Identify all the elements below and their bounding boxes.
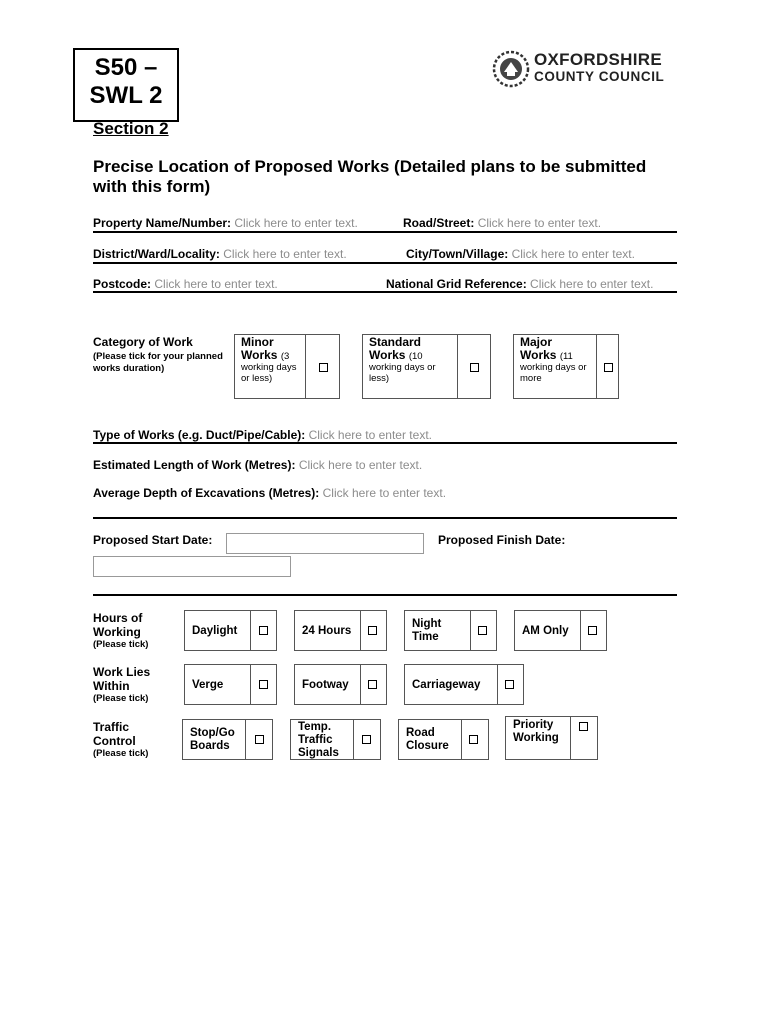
category-standard-box[interactable]: [362, 334, 491, 399]
road-closure-checkbox[interactable]: [469, 735, 478, 744]
hours-am-option[interactable]: [514, 610, 607, 651]
road-label: Road/Street:: [403, 216, 475, 230]
24-hours-label: 24 Hours: [302, 625, 352, 637]
hours-label-2: Working: [93, 625, 141, 639]
type-of-works-input[interactable]: Click here to enter text.: [308, 428, 432, 442]
divider-line: [93, 517, 677, 519]
am-only-label: AM Only: [522, 625, 569, 637]
minor-detail: working days or less): [241, 362, 297, 384]
district-label: District/Ward/Locality:: [93, 247, 220, 261]
priority-working-checkbox[interactable]: [579, 722, 588, 731]
standard-detail: working days or less): [369, 362, 436, 384]
length-field[interactable]: [93, 458, 422, 472]
hours-sub: (Please tick): [93, 639, 149, 650]
depth-input[interactable]: Click here to enter text.: [322, 486, 447, 500]
hours-24-option[interactable]: [294, 610, 387, 651]
24-hours-checkbox[interactable]: [368, 626, 377, 635]
night-time-label: Night Time: [412, 618, 442, 643]
traffic-stopgo-option[interactable]: [182, 719, 273, 760]
length-label: Estimated Length of Work (Metres):: [93, 458, 296, 472]
council-logo: [492, 50, 682, 90]
major-checkbox[interactable]: [604, 363, 613, 372]
divider-line: [93, 291, 677, 293]
daylight-label: Daylight: [192, 625, 238, 637]
divider-line: [93, 231, 677, 233]
hours-label-1: Hours of: [93, 611, 143, 625]
standard-detail-inline: (10: [408, 351, 423, 362]
type-of-works-label: Type of Works (e.g. Duct/Pipe/Cable):: [93, 428, 306, 442]
traffic-closure-option[interactable]: [398, 719, 489, 760]
traffic-label-2: Control: [93, 734, 136, 748]
city-field[interactable]: [406, 247, 635, 261]
within-carriageway-option[interactable]: [404, 664, 524, 705]
within-sub: (Please tick): [93, 693, 149, 704]
traffic-signals-option[interactable]: [290, 719, 381, 760]
priority-working-label: Priority Working: [513, 719, 559, 744]
property-label: Property Name/Number:: [93, 216, 232, 230]
standard-title-2: Works: [369, 348, 406, 362]
city-input[interactable]: Click here to enter text.: [511, 247, 635, 261]
category-minor-box[interactable]: [234, 334, 340, 399]
minor-detail-inline: (3: [280, 351, 290, 362]
depth-label: Average Depth of Excavations (Metres):: [93, 486, 320, 500]
footway-checkbox[interactable]: [368, 680, 377, 689]
road-field[interactable]: [403, 216, 601, 230]
postcode-label: Postcode:: [93, 277, 152, 291]
start-date-input[interactable]: [226, 533, 424, 554]
form-code-box: [73, 48, 179, 122]
finish-date-input[interactable]: [93, 556, 291, 577]
verge-checkbox[interactable]: [259, 680, 268, 689]
temp-signals-label: Temp. Traffic Signals: [298, 721, 339, 759]
form-code-line1: S50 –: [94, 54, 158, 81]
property-input[interactable]: Click here to enter text.: [234, 216, 358, 230]
postcode-input[interactable]: Click here to enter text.: [154, 277, 278, 291]
depth-field[interactable]: [93, 486, 446, 500]
divider-line: [93, 442, 677, 444]
minor-title: Minor: [241, 335, 274, 349]
postcode-field[interactable]: [93, 277, 278, 291]
traffic-label-block: [93, 720, 178, 760]
road-closure-label: Road Closure: [406, 727, 449, 752]
footway-label: Footway: [302, 679, 349, 691]
night-time-checkbox[interactable]: [478, 626, 487, 635]
minor-checkbox[interactable]: [319, 363, 328, 372]
grid-reference-input[interactable]: Click here to enter text.: [530, 277, 654, 291]
logo-text-line1: OXFORDSHIRE: [534, 50, 662, 69]
type-of-works-field[interactable]: [93, 428, 432, 442]
minor-title-2: Works: [241, 348, 278, 362]
grid-reference-field[interactable]: [386, 277, 653, 291]
category-label-block: [93, 335, 223, 375]
carriageway-checkbox[interactable]: [505, 680, 514, 689]
within-footway-option[interactable]: [294, 664, 387, 705]
stop-go-checkbox[interactable]: [255, 735, 264, 744]
carriageway-label: Carriageway: [412, 679, 481, 691]
am-only-checkbox[interactable]: [588, 626, 597, 635]
section-title: Section 2: [93, 119, 169, 138]
logo-text-line2: COUNTY COUNCIL: [534, 69, 665, 84]
within-label-1: Work Lies: [93, 665, 151, 679]
district-field[interactable]: [93, 247, 347, 261]
length-input[interactable]: Click here to enter text.: [298, 458, 423, 472]
major-title: Major: [520, 335, 553, 349]
divider-line: [93, 594, 677, 596]
standard-title: Standard: [369, 335, 422, 349]
stop-go-label: Stop/Go Boards: [190, 727, 235, 752]
crest-icon: [492, 50, 530, 88]
temp-signals-checkbox[interactable]: [362, 735, 371, 744]
major-title-2: Works: [520, 348, 557, 362]
property-field[interactable]: [93, 216, 358, 230]
within-verge-option[interactable]: [184, 664, 277, 705]
category-label: Category of Work: [93, 335, 193, 349]
section-heading: Precise Location of Proposed Works (Detailed plans to be submitted with this form): [93, 157, 647, 196]
city-label: City/Town/Village:: [406, 247, 509, 261]
category-major-box[interactable]: [513, 334, 619, 399]
category-sub: (Please tick for your planned works duration): [93, 351, 223, 374]
hours-daylight-option[interactable]: [184, 610, 277, 651]
divider-line: [93, 262, 677, 264]
verge-label: Verge: [192, 679, 224, 691]
standard-checkbox[interactable]: [470, 363, 479, 372]
major-detail: working days or more: [520, 362, 587, 384]
major-detail-inline: (11: [559, 351, 573, 362]
hours-night-option[interactable]: [404, 610, 497, 651]
traffic-label-1: Traffic: [93, 720, 130, 734]
district-input[interactable]: Click here to enter text.: [223, 247, 347, 261]
within-label-block: [93, 665, 178, 705]
within-label-2: Within: [93, 679, 130, 693]
form-code-line2: SWL 2: [89, 82, 163, 109]
finish-date-label: Proposed Finish Date:: [438, 533, 566, 547]
road-input[interactable]: Click here to enter text.: [477, 216, 602, 230]
daylight-checkbox[interactable]: [259, 626, 268, 635]
traffic-priority-option[interactable]: [505, 716, 598, 760]
grid-reference-label: National Grid Reference:: [386, 277, 527, 291]
start-date-label: Proposed Start Date:: [93, 533, 213, 547]
traffic-sub: (Please tick): [93, 748, 149, 759]
hours-label-block: [93, 611, 178, 651]
